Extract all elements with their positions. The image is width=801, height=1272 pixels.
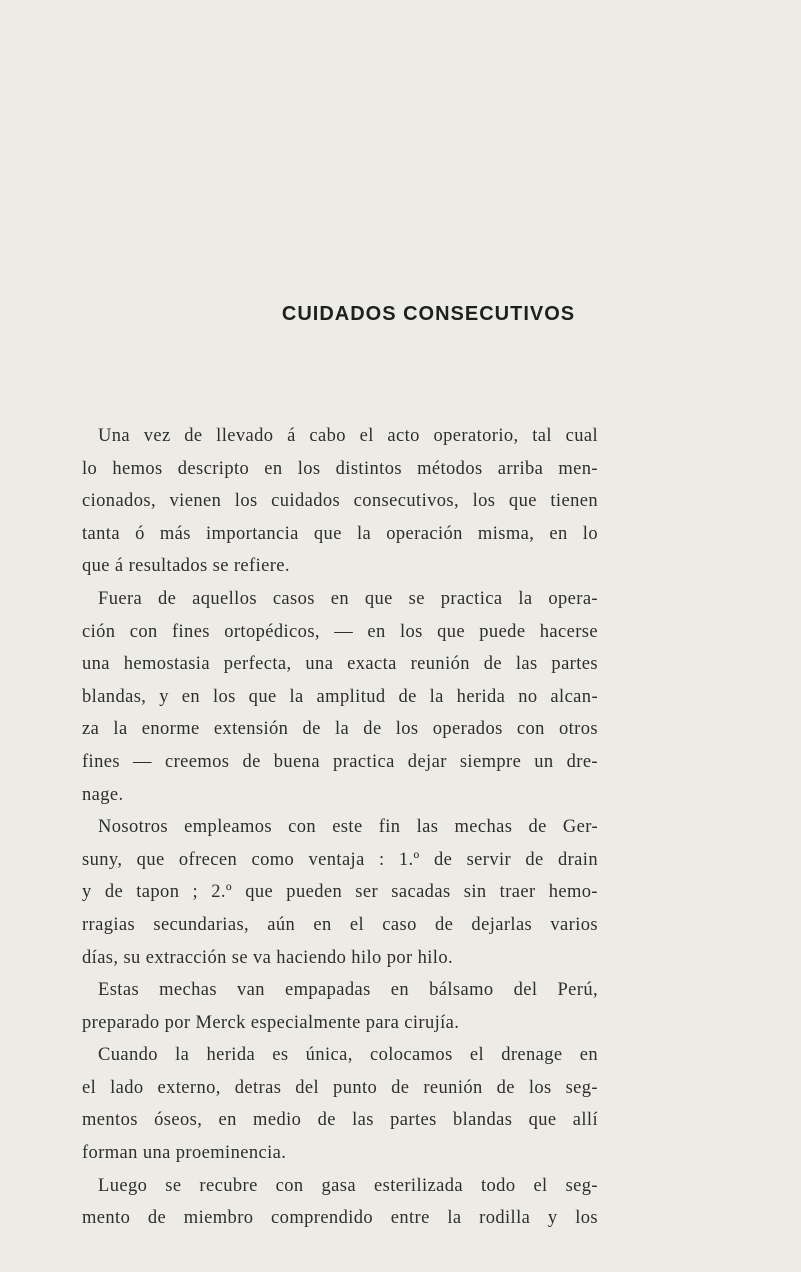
- text-line: preparado por Merck especialmente para cirujía.: [82, 1012, 460, 1033]
- text-line: tanta ó más importancia que la operación misma, en lo: [82, 523, 598, 544]
- text-line: nage.: [82, 784, 124, 805]
- text-line: que á resultados se refiere.: [82, 556, 290, 577]
- text-line: Luego se recubre con gasa esterilizada todo el seg-: [98, 1175, 598, 1196]
- text-line: lo hemos descripto en los distintos métodos arriba men-: [82, 458, 598, 479]
- text-line: mento de miembro comprendido entre la rodilla y los: [82, 1208, 598, 1229]
- text-line: el lado externo, detras del punto de reunión de los seg-: [82, 1077, 598, 1098]
- text-line: za la enorme extensión de la de los operados con otros: [82, 719, 598, 740]
- text-line: y de tapon ; 2.º que pueden ser sacadas sin traer hemo-: [82, 882, 598, 903]
- text-line: mentos óseos, en medio de las partes blandas que allí: [82, 1110, 598, 1131]
- text-line: ción con fines ortopédicos, — en los que puede hacerse: [82, 621, 598, 642]
- text-line: forman una proeminencia.: [82, 1143, 287, 1164]
- text-line: blandas, y en los que la amplitud de la herida no alcan-: [82, 686, 598, 707]
- text-line: Cuando la herida es única, colocamos el drenage en: [98, 1045, 598, 1066]
- text-line: Una vez de llevado á cabo el acto operatorio, tal cual: [98, 426, 598, 446]
- text-line: rragias secundarias, aún en el caso de dejarlas varios: [82, 914, 598, 935]
- text-line: una hemostasia perfecta, una exacta reunión de las partes: [82, 654, 598, 675]
- text-line: fines — creemos de buena practica dejar siempre un dre-: [82, 751, 598, 772]
- chapter-title: CUIDADOS CONSECUTIVOS: [281, 303, 576, 325]
- text-line: días, su extracción se va haciendo hilo por hilo.: [82, 947, 454, 968]
- text-line: Fuera de aquellos casos en que se practica la opera-: [98, 588, 598, 609]
- text-line: Estas mechas van empapadas en bálsamo del Perú,: [98, 980, 598, 1001]
- body-text: [82, 420, 598, 1235]
- text-line: cionados, vienen los cuidados consecutivos, los que tienen: [82, 491, 598, 512]
- text-line: Nosotros empleamos con este fin las mechas de Ger-: [98, 817, 598, 838]
- text-line: suny, que ofrecen como ventaja : 1.º de servir de drain: [82, 849, 598, 870]
